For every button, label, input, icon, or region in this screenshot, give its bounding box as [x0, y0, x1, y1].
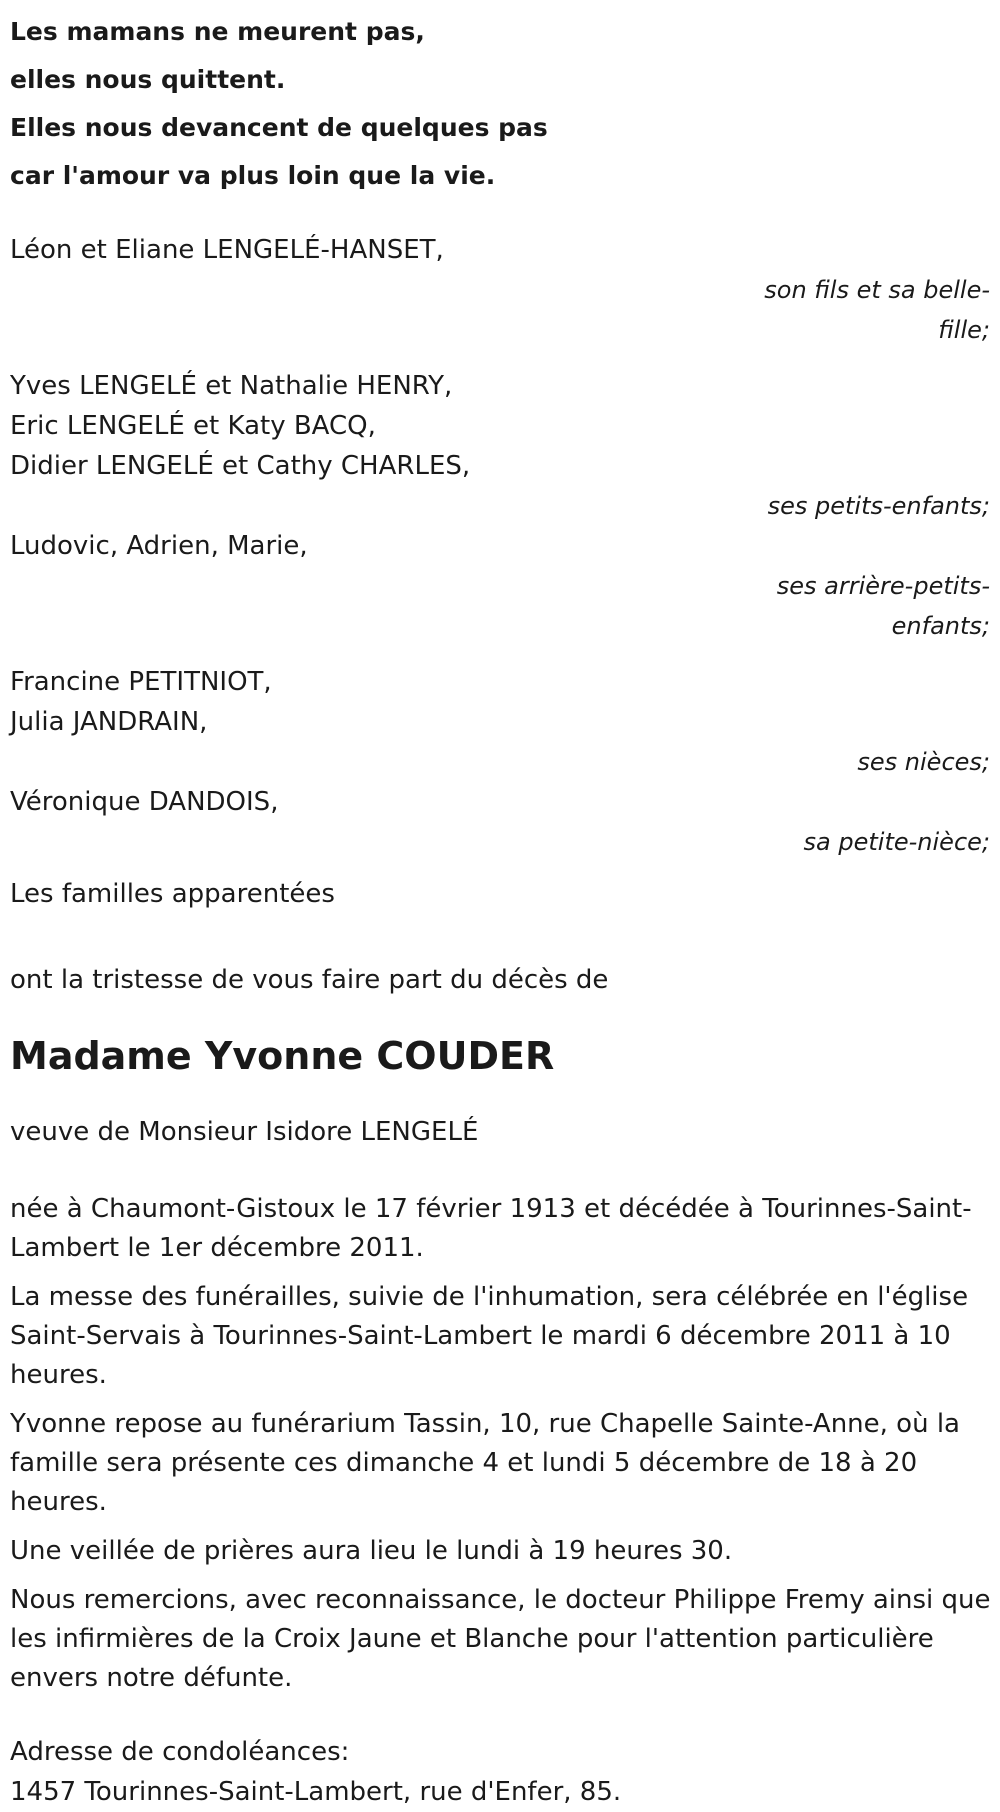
- family-names: [10, 662, 990, 742]
- family-name: Julia JANDRAIN,: [10, 707, 208, 737]
- family-relation: ses nièces;: [857, 748, 990, 776]
- condolences-label: Adresse de condoléances:: [10, 1737, 350, 1767]
- family-relation: son fils et sa belle-fille;: [764, 276, 990, 344]
- related-families: Les familles apparentées: [10, 879, 335, 909]
- funeral-mass-paragraph: La messe des funérailles, suivie de l'inhumation, sera célébrée en l'église Saint-Servais à Tourinnes-Saint-Lambert le mardi 6 décembre 2011 à 10 heures.: [10, 1282, 969, 1390]
- family-name: Léon et Eliane LENGELÉ-HANSET,: [10, 235, 444, 265]
- condolences-address-line: 1457 Tourinnes-Saint-Lambert, rue d'Enfer, 85.: [10, 1777, 622, 1807]
- announcement: ont la tristesse de vous faire part du décès de: [10, 965, 609, 995]
- family-group-great-grandchildren: [10, 526, 990, 646]
- condolences-address: [10, 1732, 990, 1812]
- family-relation: ses petits-enfants;: [767, 492, 990, 520]
- family-name: Yves LENGELÉ et Nathalie HENRY,: [10, 371, 453, 401]
- family-names: [10, 366, 990, 486]
- family-names: [10, 230, 990, 270]
- family-group-grandniece: [10, 782, 990, 862]
- poem-line: elles nous quittent.: [10, 65, 286, 94]
- poem-line: Les mamans ne meurent pas,: [10, 17, 425, 46]
- funerarium-paragraph: Yvonne repose au funérarium Tassin, 10, rue Chapelle Sainte-Anne, où la famille sera présente ces dimanche 4 et lundi 5 décembre de 18 à 20 heures.: [10, 1409, 960, 1517]
- family-name: Ludovic, Adrien, Marie,: [10, 531, 308, 561]
- family-names: [10, 782, 990, 822]
- thanks-paragraph: Nous remercions, avec reconnaissance, le docteur Philippe Fremy ainsi que les infirmières de la Croix Jaune et Blanche pour l'attention particulière envers notre défunte.: [10, 1585, 991, 1693]
- obituary-content: [10, 0, 990, 1812]
- poem: [10, 0, 990, 200]
- family-relation: ses arrière-petits-enfants;: [776, 572, 990, 640]
- deceased-name: Madame Yvonne COUDER: [10, 1034, 555, 1078]
- family-names: [10, 526, 990, 566]
- family-name: Didier LENGELÉ et Cathy CHARLES,: [10, 451, 471, 481]
- family-group-son: [10, 230, 990, 350]
- widow-of: veuve de Monsieur Isidore LENGELÉ: [10, 1117, 479, 1147]
- family-relation: sa petite-nièce;: [803, 828, 990, 856]
- family-group-grandchildren: [10, 366, 990, 526]
- birth-death-paragraph: née à Chaumont-Gistoux le 17 février 1913 et décédée à Tourinnes-Saint-Lambert le 1er décembre 2011.: [10, 1194, 972, 1263]
- family-name: Eric LENGELÉ et Katy BACQ,: [10, 411, 376, 441]
- family-name: Francine PETITNIOT,: [10, 667, 272, 697]
- prayer-vigil-paragraph: Une veillée de prières aura lieu le lundi à 19 heures 30.: [10, 1536, 733, 1566]
- family-group-nieces: [10, 662, 990, 782]
- family-name: Véronique DANDOIS,: [10, 787, 279, 817]
- poem-line: Elles nous devancent de quelques pas: [10, 113, 548, 142]
- poem-line: car l'amour va plus loin que la vie.: [10, 161, 496, 190]
